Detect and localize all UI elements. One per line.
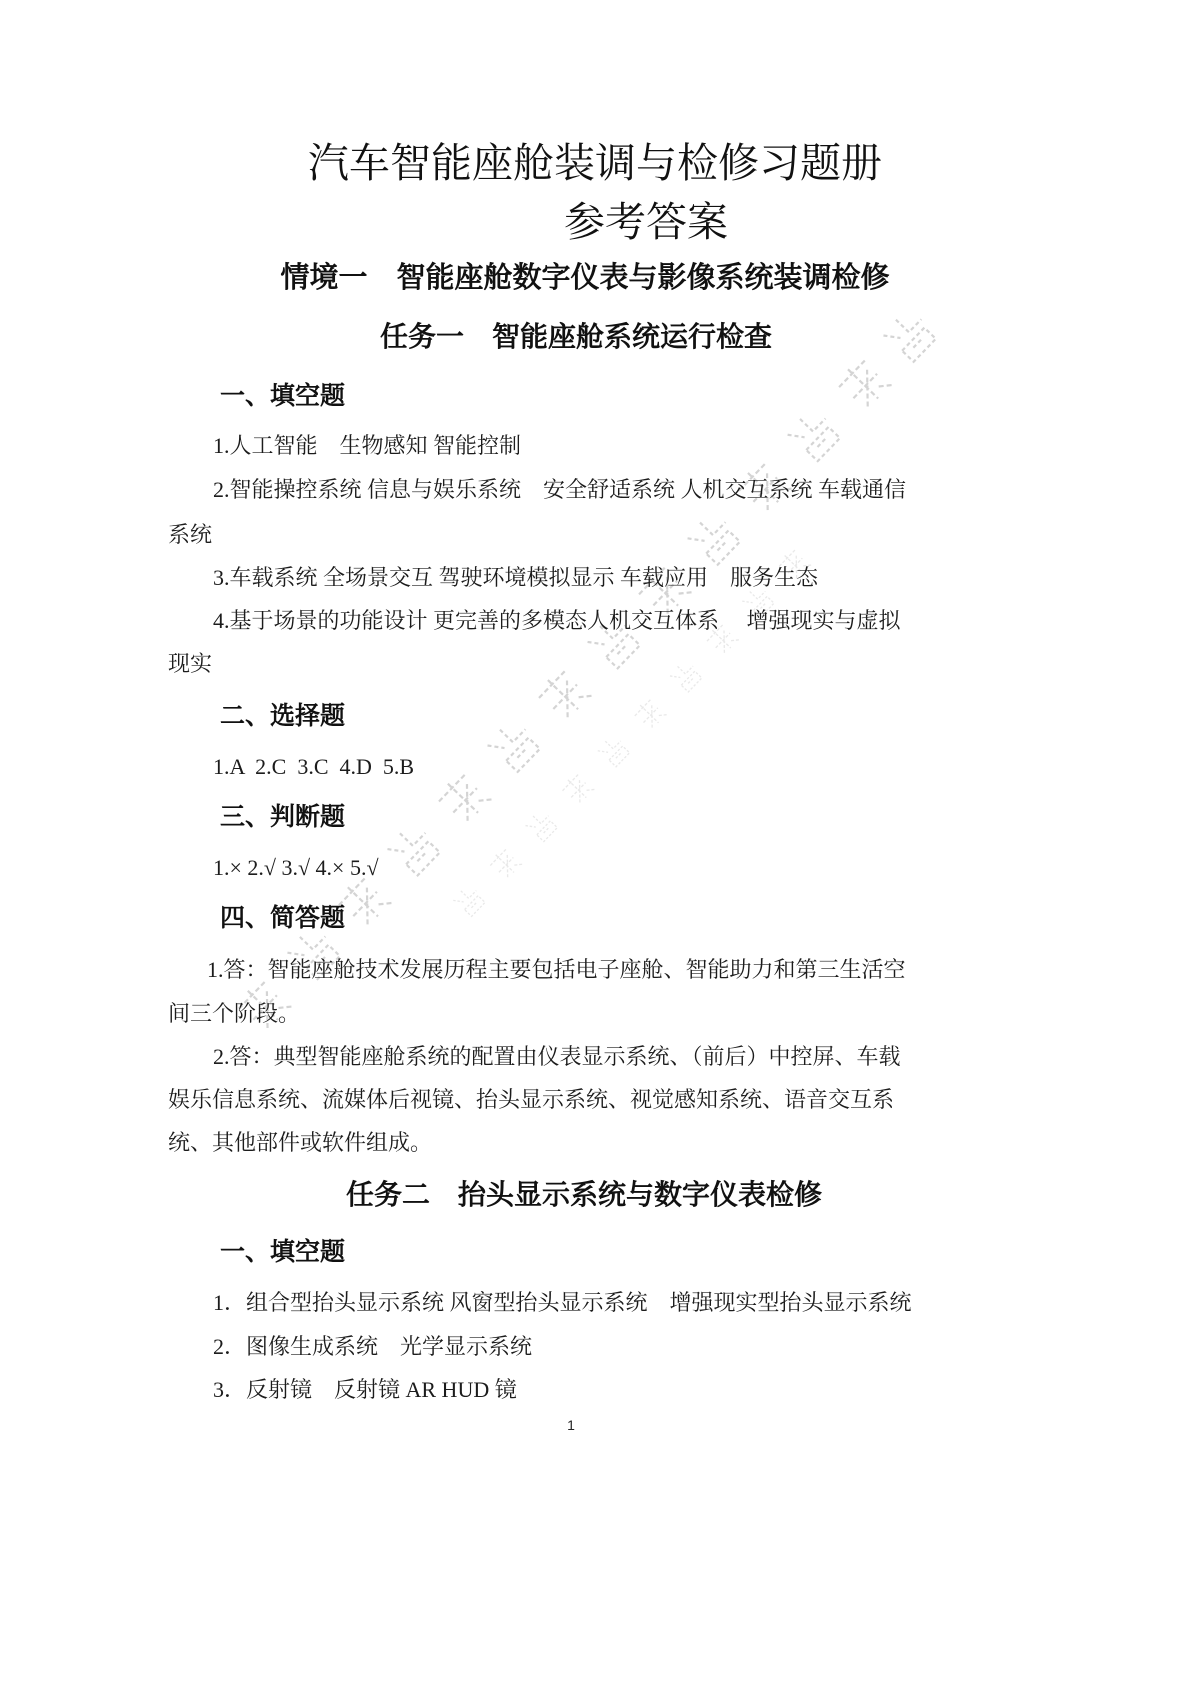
task1-fill-blank-answer-1: 1.人工智能 生物感知 智能控制 xyxy=(213,433,522,458)
task1-fill-blank-heading: 一、填空题 xyxy=(220,382,346,410)
page-number: 1 xyxy=(567,1417,575,1433)
task2-fill-blank-heading: 一、填空题 xyxy=(220,1238,346,1266)
document-subtitle: 参考答案 xyxy=(564,199,728,245)
task1-short-answer-2-cont-2: 统、其他部件或软件组成。 xyxy=(168,1130,433,1155)
task2-fill-blank-answer-1: 1．组合型抬头显示系统 风窗型抬头显示系统 增强现实型抬头显示系统 xyxy=(213,1290,912,1315)
watermark-band-light xyxy=(452,546,812,918)
task1-multiple-choice-heading: 二、选择题 xyxy=(220,702,346,730)
task1-short-answer-2: 2.答：典型智能座舱系统的配置由仪表显示系统、（前后）中控屏、车载 xyxy=(213,1044,901,1069)
task1-short-answer-2-cont-1: 娱乐信息系统、流媒体后视镜、抬头显示系统、视觉感知系统、语音交互系 xyxy=(168,1087,895,1112)
task1-fill-blank-answer-2: 2.智能操控系统 信息与娱乐系统 安全舒适系统 人机交互系统 车载通信 xyxy=(213,477,907,502)
task2-fill-blank-answer-2: 2．图像生成系统 光学显示系统 xyxy=(213,1334,533,1359)
task1-short-answer-1-cont: 间三个阶段。 xyxy=(168,1001,301,1026)
task1-multiple-choice-answers: 1.A 2.C 3.C 4.D 5.B xyxy=(213,754,415,779)
task2-fill-blank-answer-3: 3．反射镜 反射镜 AR HUD 镜 xyxy=(213,1377,517,1402)
situation-heading: 情境一 智能座舱数字仪表与影像系统装调检修 xyxy=(280,262,890,294)
task1-fill-blank-answer-4-cont: 现实 xyxy=(168,651,213,676)
task2-heading: 任务二 抬头显示系统与数字仪表检修 xyxy=(345,1179,822,1210)
task1-heading: 任务一 智能座舱系统运行检查 xyxy=(379,321,772,352)
task1-fill-blank-answer-2-cont: 系统 xyxy=(168,522,213,547)
document-title: 汽车智能座舱装调与检修习题册 xyxy=(308,140,882,186)
task1-short-answer-heading: 四、简答题 xyxy=(220,904,346,932)
task1-fill-blank-answer-3: 3.车载系统 全场景交互 驾驶环境模拟显示 车载应用 服务生态 xyxy=(213,565,819,590)
task1-true-false-answers: 1.× 2.√ 3.√ 4.× 5.√ xyxy=(213,855,379,880)
task1-fill-blank-answer-4: 4.基于场景的功能设计 更完善的多模态人机交互体系 增强现实与虚拟 xyxy=(213,608,901,633)
task1-true-false-heading: 三、判断题 xyxy=(220,803,346,831)
task1-short-answer-1: 1.答：智能座舱技术发展历程主要包括电子座舱、智能助力和第三生活空 xyxy=(207,957,906,982)
